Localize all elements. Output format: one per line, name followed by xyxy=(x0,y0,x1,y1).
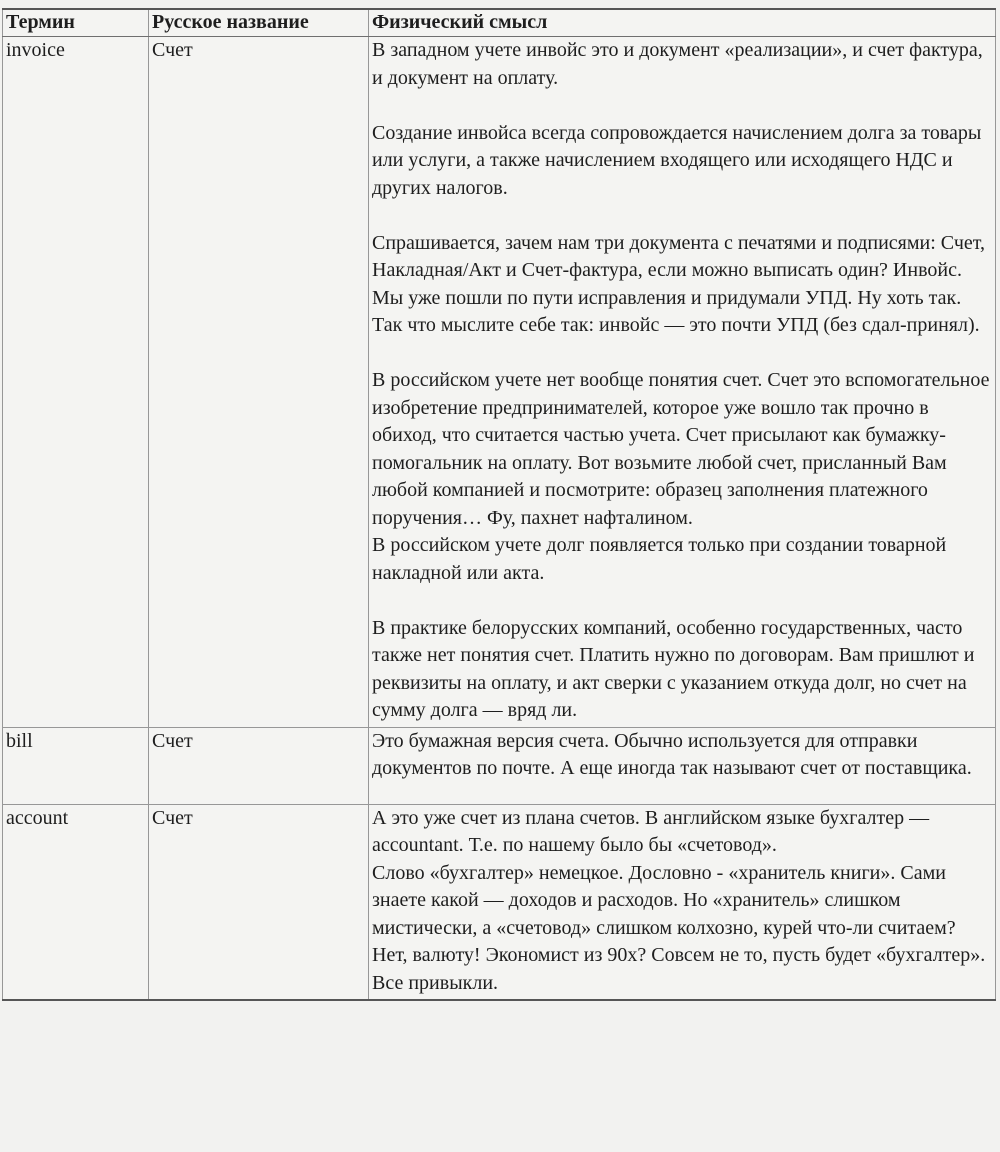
terminology-table xyxy=(2,8,996,1001)
meaning-paragraph: Создание инвойса всегда сопровождается начислением долга за товары или услуги, а также начислением входящего или исходящего НДС и других налогов. xyxy=(372,121,982,199)
header-term: Термин xyxy=(3,9,149,37)
term-cell: account xyxy=(3,804,149,1000)
meaning-paragraph: В российском учете нет вообще понятия счет. Счет это вспомогательное изобретение предпринимателей, которое уже вошло так прочно в обиход, что считается частью учета. Счет присылают как бумажку-помогальник на оплату. Вот возьмите любой счет, присланный Вам любой компанией и посмотрите: образец заполнения платежного поручения… Фу, пахнет нафталином. xyxy=(372,369,990,529)
meaning-paragraph: В практике белорусских компаний, особенно государственных, часто также нет понятия счет. Платить нужно по договорам. Вам пришлют и реквизиты на оплату, и акт сверки с указанием откуда долг, но счет на сумму долга — вряд ли. xyxy=(372,616,975,721)
meaning-paragraph: Это бумажная версия счета. Обычно используется для отправки документов по почте. А еще иногда так называют счет от поставщика. xyxy=(372,729,972,779)
russian-name-cell: Счет xyxy=(149,37,369,728)
table-row-account xyxy=(3,804,996,1000)
table-header-row xyxy=(3,9,996,37)
meaning-paragraph: В российском учете долг появляется только при создании товарной накладной или акта. xyxy=(372,534,947,584)
meaning-cell xyxy=(369,727,996,804)
meaning-cell xyxy=(369,37,996,728)
meaning-paragraph: Слово «бухгалтер» немецкое. Дословно - «хранитель книги». Сами знаете какой — доходов и расходов. Но «хранитель» слишком мистически, а «счетовод» слишком колхозно, курей что-ли считаем? Нет, валюту! Экономист из 90х? Совсем не то, пусть будет «бухгалтер». Все привыкли. xyxy=(372,861,986,994)
meaning-cell xyxy=(369,804,996,1000)
russian-name-cell: Счет xyxy=(149,804,369,1000)
table-row-invoice xyxy=(3,37,996,728)
header-russian-name: Русское название xyxy=(149,9,369,37)
header-physical-meaning: Физический смысл xyxy=(369,9,996,37)
meaning-paragraph: Спрашивается, зачем нам три документа с печатями и подписями: Счет, Накладная/Акт и Счет-фактура, если можно выписать один? Инвойс. Мы уже пошли по пути исправления и придумали УПД. Ну хоть так. Так что мыслите себе так: инвойс — это почти УПД (без сдал-принял). xyxy=(372,231,986,336)
term-cell: bill xyxy=(3,727,149,804)
russian-name-cell: Счет xyxy=(149,727,369,804)
meaning-paragraph: А это уже счет из плана счетов. В английском языке бухгалтер — accountant. Т.е. по нашему было бы «счетовод». xyxy=(372,806,930,856)
table-row-bill xyxy=(3,727,996,804)
meaning-paragraph: В западном учете инвойс это и документ «реализации», и счет фактура, и документ на оплату. xyxy=(372,39,983,89)
term-cell: invoice xyxy=(3,37,149,728)
